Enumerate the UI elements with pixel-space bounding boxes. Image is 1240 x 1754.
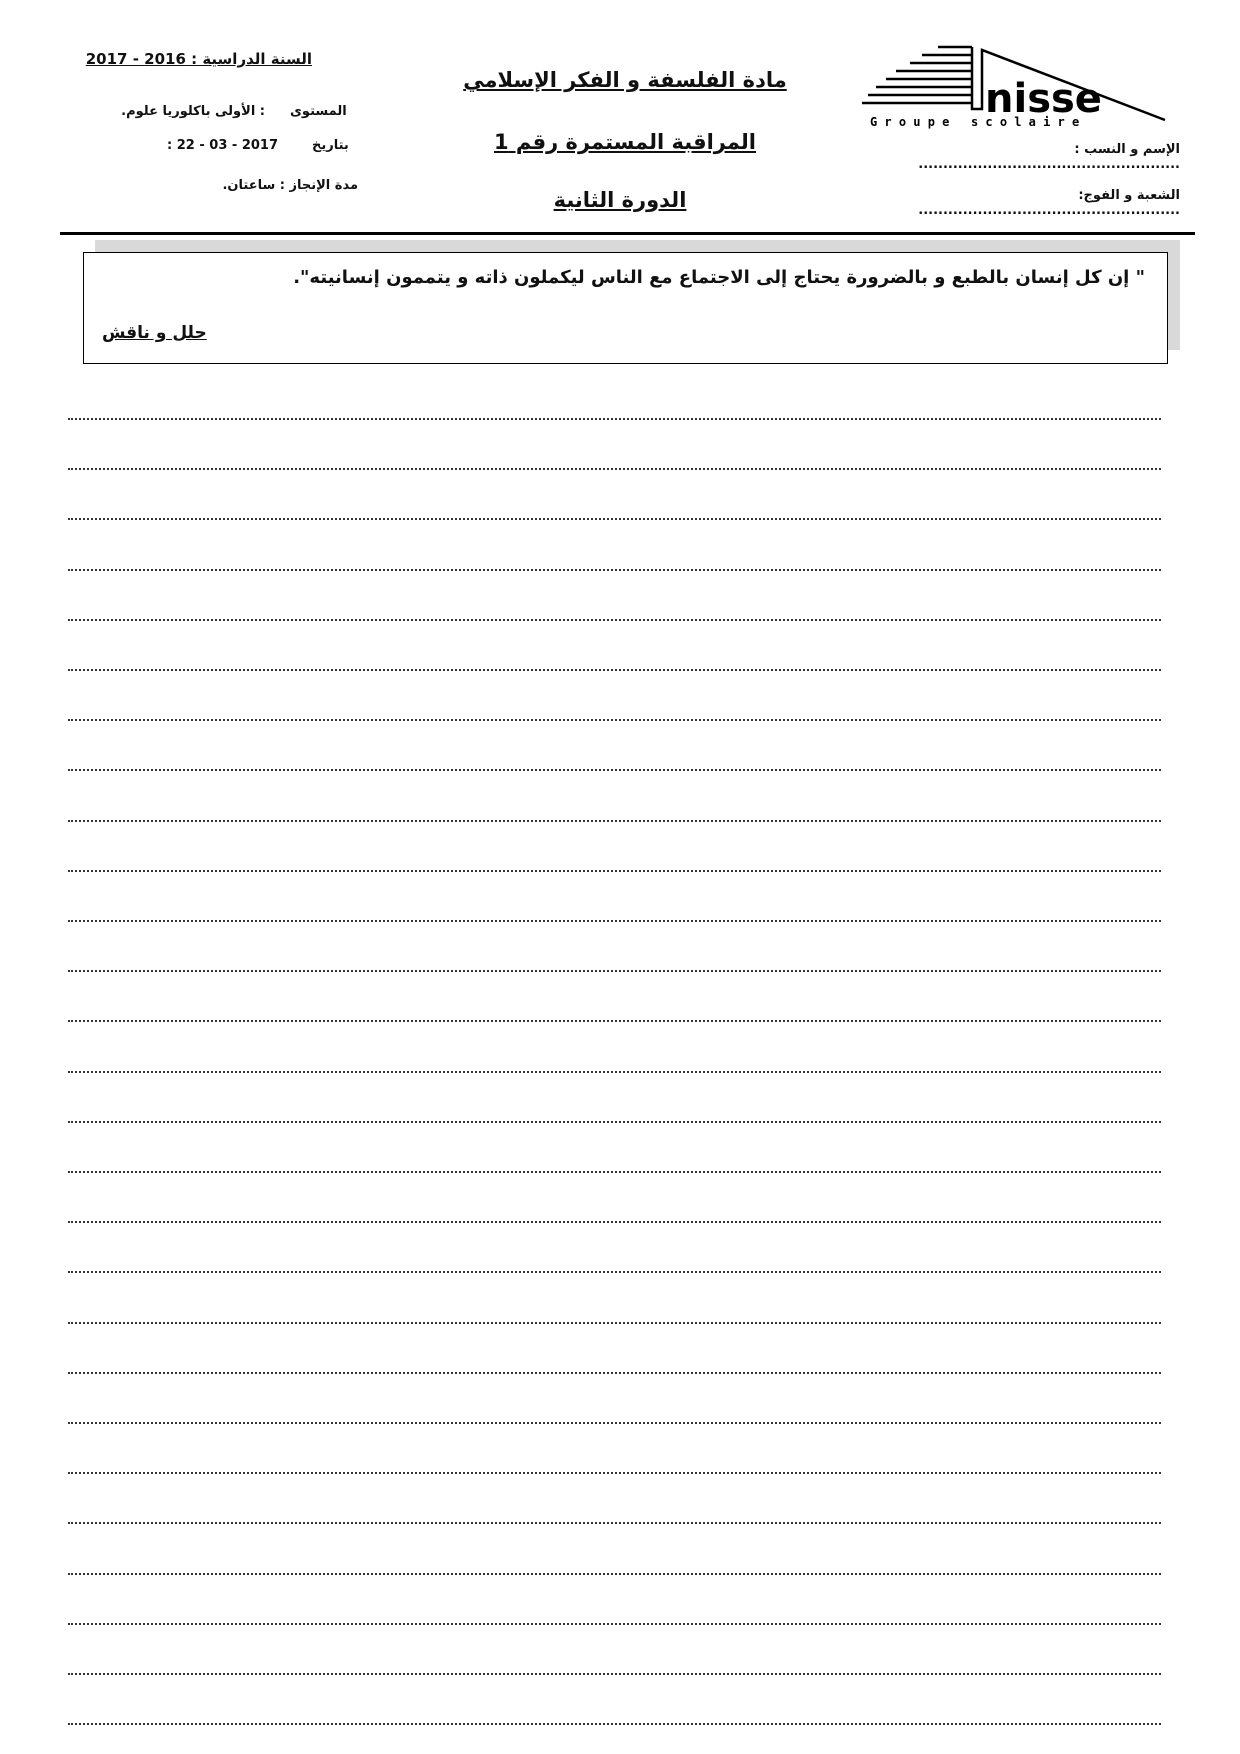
answer-line[interactable]: [68, 468, 1161, 470]
answer-line[interactable]: [68, 1623, 1161, 1625]
school-logo: [860, 42, 1170, 132]
answer-line[interactable]: [68, 1573, 1161, 1575]
session-title: الدورة الثانية: [553, 188, 687, 212]
header-divider: [60, 232, 1195, 235]
branch-label: الشعبة و الفوج:: [1078, 188, 1180, 203]
name-label: الإسم و النسب :: [1074, 142, 1180, 157]
answer-line[interactable]: [68, 769, 1161, 771]
answer-line[interactable]: [68, 619, 1161, 621]
answer-line[interactable]: [68, 719, 1161, 721]
logo-subtitle: Groupe scolaire: [870, 115, 1087, 129]
answer-line[interactable]: [68, 1522, 1161, 1524]
branch-field[interactable]: [825, 188, 1180, 218]
subject-title: مادة الفلسفة و الفكر الإسلامي: [463, 68, 787, 92]
branch-dots: .....................................................: [918, 203, 1180, 218]
answer-line[interactable]: [68, 518, 1161, 520]
level-label: المستوى: [290, 104, 347, 119]
answer-line[interactable]: [68, 418, 1161, 420]
name-field[interactable]: [825, 142, 1180, 172]
answer-line[interactable]: [68, 569, 1161, 571]
answer-line[interactable]: [68, 1673, 1161, 1675]
answer-line[interactable]: [68, 1322, 1161, 1324]
answer-line[interactable]: [68, 669, 1161, 671]
level-value: : الأولى باكلوريا علوم.: [121, 104, 265, 119]
answer-line[interactable]: [68, 1271, 1161, 1273]
answer-line[interactable]: [68, 1221, 1161, 1223]
exam-title: المراقبة المستمرة رقم 1: [494, 130, 756, 154]
answer-line[interactable]: [68, 1472, 1161, 1474]
answer-line[interactable]: [68, 1372, 1161, 1374]
date-value: : 22 - 03 - 2017: [167, 138, 278, 153]
answer-line[interactable]: [68, 1121, 1161, 1123]
question-task: حلل و ناقش: [102, 323, 207, 343]
answer-line[interactable]: [68, 870, 1161, 872]
answer-line[interactable]: [68, 1723, 1161, 1725]
school-year: السنة الدراسية : 2016 - 2017: [85, 50, 312, 68]
logo-wordmark: nisse: [985, 76, 1102, 122]
question-box: [83, 252, 1168, 364]
question-quote: " إن كل إنسان بالطبع و بالضرورة يحتاج إلى الاجتماع مع الناس ليكملون ذاته و يتممون إنسانيته".: [293, 267, 1145, 288]
answer-line[interactable]: [68, 820, 1161, 822]
answer-line[interactable]: [68, 1422, 1161, 1424]
answer-line[interactable]: [68, 1071, 1161, 1073]
answer-line[interactable]: [68, 970, 1161, 972]
answer-line[interactable]: [68, 1171, 1161, 1173]
duration: مدة الإنجاز : ساعتان.: [222, 178, 358, 193]
name-dots: .....................................................: [918, 157, 1180, 172]
date-label: بتاريخ: [312, 138, 349, 153]
answer-line[interactable]: [68, 920, 1161, 922]
answer-line[interactable]: [68, 1020, 1161, 1022]
